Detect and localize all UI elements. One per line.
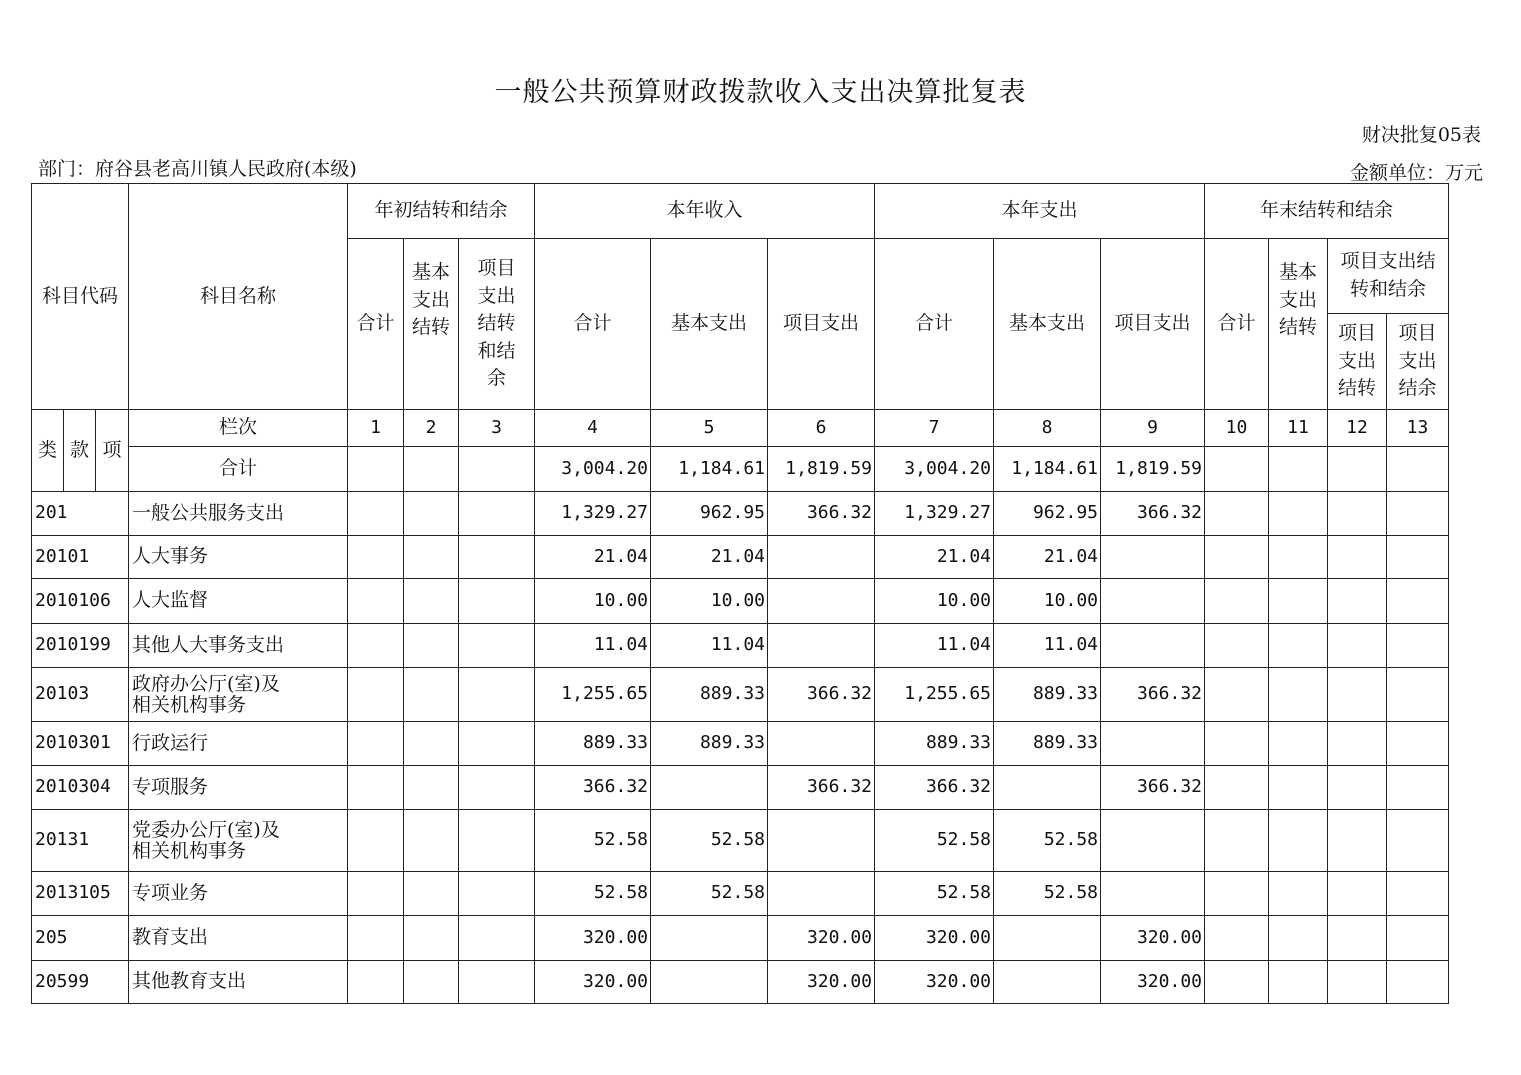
- amount-cell: 962.95: [994, 492, 1101, 536]
- header-end-project-carry: 项目支出结转: [1337, 322, 1376, 400]
- subject-code-cell: 205: [32, 916, 129, 961]
- table-row: [32, 961, 1449, 1004]
- lanci-label: 栏次: [129, 410, 348, 447]
- page-title: 一般公共预算财政拨款收入支出决算批复表: [494, 77, 1027, 108]
- header-subject-name: 科目名称: [129, 184, 348, 410]
- amount-cell: [1269, 961, 1328, 1004]
- subject-code-cell: 2010106: [32, 579, 129, 624]
- amount-cell: 366.32: [535, 766, 651, 810]
- subject-name-cell: 专项服务: [129, 766, 348, 810]
- amount-cell: [348, 536, 404, 579]
- table-row: [32, 810, 1449, 872]
- amount-cell: [1387, 872, 1449, 916]
- amount-cell: [768, 810, 875, 872]
- lanci-cell: 9: [1101, 410, 1205, 447]
- amount-cell: 320.00: [875, 961, 994, 1004]
- amount-cell: [994, 766, 1101, 810]
- amount-cell: 366.32: [768, 668, 875, 722]
- lanci-cell: 12: [1328, 410, 1387, 447]
- total-value-cell: 1,184.61: [651, 447, 768, 492]
- amount-cell: [1269, 766, 1328, 810]
- header-group-begin: 年初结转和结余: [348, 184, 535, 239]
- subject-code-cell: 20599: [32, 961, 129, 1004]
- amount-cell: [459, 624, 535, 668]
- lanci-cell: 1: [348, 410, 404, 447]
- lanci-cell: 7: [875, 410, 994, 447]
- amount-cell: 366.32: [768, 766, 875, 810]
- amount-cell: [1328, 492, 1387, 536]
- amount-cell: [459, 810, 535, 872]
- table-row: [32, 722, 1449, 766]
- amount-cell: [1387, 722, 1449, 766]
- subject-name-line: 党委办公厅(室)及: [132, 818, 280, 841]
- amount-cell: 962.95: [651, 492, 768, 536]
- amount-cell: [651, 766, 768, 810]
- amount-cell: [1387, 579, 1449, 624]
- lanci-cell: 3: [459, 410, 535, 447]
- amount-cell: 11.04: [651, 624, 768, 668]
- amount-cell: 1,255.65: [875, 668, 994, 722]
- amount-cell: [1101, 536, 1205, 579]
- subject-name-cell: 其他人大事务支出: [129, 624, 348, 668]
- amount-cell: [1101, 722, 1205, 766]
- header-group-income: 本年收入: [535, 184, 875, 239]
- amount-cell: 52.58: [994, 810, 1101, 872]
- subject-name-line: 相关机构事务: [132, 839, 247, 862]
- table-row: [32, 492, 1449, 536]
- amount-cell: 366.32: [1101, 668, 1205, 722]
- amount-cell: [348, 810, 404, 872]
- total-value-cell: [1328, 447, 1387, 492]
- amount-cell: 52.58: [535, 872, 651, 916]
- amount-cell: [1269, 916, 1328, 961]
- amount-cell: [1205, 624, 1269, 668]
- amount-cell: [994, 916, 1101, 961]
- amount-cell: [651, 961, 768, 1004]
- total-value-cell: [1387, 447, 1449, 492]
- lanci-cell: 2: [404, 410, 459, 447]
- header-expense-project: 项目支出: [1101, 239, 1205, 410]
- subject-name-cell: 一般公共服务支出: [129, 492, 348, 536]
- amount-cell: [348, 722, 404, 766]
- amount-cell: 52.58: [875, 810, 994, 872]
- amount-cell: [404, 668, 459, 722]
- amount-cell: 320.00: [768, 961, 875, 1004]
- amount-cell: 889.33: [875, 722, 994, 766]
- amount-cell: [1328, 536, 1387, 579]
- amount-unit-label: 金额单位：万元: [1349, 162, 1483, 184]
- lanci-cell: 5: [651, 410, 768, 447]
- amount-cell: 889.33: [994, 668, 1101, 722]
- amount-cell: [348, 766, 404, 810]
- amount-cell: [404, 536, 459, 579]
- amount-cell: [1101, 810, 1205, 872]
- amount-cell: [1387, 916, 1449, 961]
- subject-name-cell: 人大监督: [129, 579, 348, 624]
- header-begin-total: 合计: [348, 239, 404, 410]
- amount-cell: [404, 961, 459, 1004]
- total-value-cell: 1,819.59: [1101, 447, 1205, 492]
- subject-code-cell: 20131: [32, 810, 129, 872]
- amount-cell: [1205, 916, 1269, 961]
- amount-cell: [1387, 624, 1449, 668]
- amount-cell: [1269, 872, 1328, 916]
- table-row: [32, 536, 1449, 579]
- amount-cell: 320.00: [535, 961, 651, 1004]
- form-number: 财决批复05表: [1361, 124, 1481, 146]
- amount-cell: [1328, 668, 1387, 722]
- amount-cell: 52.58: [535, 810, 651, 872]
- department-label: 部门：府谷县老高川镇人民政府(本级): [38, 158, 357, 180]
- header-category-xiang: 项: [96, 410, 129, 492]
- amount-cell: [651, 916, 768, 961]
- header-group-end: 年末结转和结余: [1205, 184, 1449, 239]
- subject-code-cell: 2010301: [32, 722, 129, 766]
- header-income-total: 合计: [535, 239, 651, 410]
- amount-cell: [404, 916, 459, 961]
- subject-name-cell: 行政运行: [129, 722, 348, 766]
- amount-cell: [459, 536, 535, 579]
- lanci-cell: 8: [994, 410, 1101, 447]
- total-value-cell: [459, 447, 535, 492]
- amount-cell: [1205, 536, 1269, 579]
- lanci-cell: 13: [1387, 410, 1449, 447]
- amount-cell: [348, 872, 404, 916]
- header-end-project-balance: 项目支出结余: [1398, 322, 1437, 400]
- amount-cell: [1328, 810, 1387, 872]
- amount-cell: 52.58: [651, 810, 768, 872]
- amount-cell: [1101, 579, 1205, 624]
- amount-cell: [1205, 722, 1269, 766]
- amount-cell: 52.58: [651, 872, 768, 916]
- subject-name-cell: [129, 810, 348, 872]
- total-value-cell: 1,819.59: [768, 447, 875, 492]
- header-category-kuan: 款: [64, 410, 96, 492]
- amount-cell: [1269, 624, 1328, 668]
- amount-cell: [768, 624, 875, 668]
- amount-cell: 11.04: [994, 624, 1101, 668]
- header-income-project: 项目支出: [768, 239, 875, 410]
- header-income-basic: 基本支出: [651, 239, 768, 410]
- amount-cell: 1,329.27: [875, 492, 994, 536]
- total-value-cell: 1,184.61: [994, 447, 1101, 492]
- amount-cell: [1387, 810, 1449, 872]
- amount-cell: [768, 536, 875, 579]
- amount-cell: 1,255.65: [535, 668, 651, 722]
- amount-cell: [1101, 624, 1205, 668]
- amount-cell: [1328, 722, 1387, 766]
- amount-cell: [1205, 579, 1269, 624]
- total-value-cell: [1269, 447, 1328, 492]
- amount-cell: [459, 766, 535, 810]
- amount-cell: 21.04: [535, 536, 651, 579]
- amount-cell: [1387, 961, 1449, 1004]
- amount-cell: 320.00: [875, 916, 994, 961]
- amount-cell: 11.04: [535, 624, 651, 668]
- table-row: [32, 668, 1449, 722]
- amount-cell: [1101, 872, 1205, 916]
- lanci-cell: 10: [1205, 410, 1269, 447]
- header-subject-code: 科目代码: [32, 184, 129, 410]
- amount-cell: [768, 579, 875, 624]
- amount-cell: [459, 668, 535, 722]
- amount-cell: [1328, 624, 1387, 668]
- total-label: 合计: [129, 447, 348, 492]
- amount-cell: [1205, 668, 1269, 722]
- amount-cell: 889.33: [651, 722, 768, 766]
- amount-cell: 320.00: [768, 916, 875, 961]
- subject-code-cell: 20103: [32, 668, 129, 722]
- amount-cell: [404, 766, 459, 810]
- total-value-cell: [1205, 447, 1269, 492]
- header-begin-basic-carry: 基本支出结转: [411, 261, 450, 339]
- lanci-cell: 4: [535, 410, 651, 447]
- header-category-lei: 类: [32, 410, 64, 492]
- amount-cell: [1269, 810, 1328, 872]
- amount-cell: [1205, 961, 1269, 1004]
- amount-cell: [1387, 536, 1449, 579]
- header-begin-project-carry-balance: 项目支出结转和结余: [477, 257, 516, 390]
- amount-cell: [1328, 916, 1387, 961]
- subject-name-cell: [129, 668, 348, 722]
- amount-cell: [404, 810, 459, 872]
- amount-cell: 320.00: [1101, 916, 1205, 961]
- header-end-project-carry-balance: 项目支出结转和结余: [1340, 250, 1436, 300]
- amount-cell: [1387, 668, 1449, 722]
- amount-cell: [768, 722, 875, 766]
- header-end-total: 合计: [1205, 239, 1269, 410]
- amount-cell: [1328, 961, 1387, 1004]
- amount-cell: [1328, 579, 1387, 624]
- amount-cell: [1269, 722, 1328, 766]
- amount-cell: [1205, 766, 1269, 810]
- amount-cell: [459, 722, 535, 766]
- subject-name-cell: 人大事务: [129, 536, 348, 579]
- table-row: [32, 579, 1449, 624]
- amount-cell: [1328, 872, 1387, 916]
- amount-cell: [348, 579, 404, 624]
- amount-cell: [1387, 766, 1449, 810]
- amount-cell: [348, 961, 404, 1004]
- amount-cell: 52.58: [994, 872, 1101, 916]
- amount-cell: [348, 668, 404, 722]
- header-expense-basic: 基本支出: [994, 239, 1101, 410]
- subject-name-cell: 其他教育支出: [129, 961, 348, 1004]
- amount-cell: 21.04: [651, 536, 768, 579]
- amount-cell: [459, 916, 535, 961]
- amount-cell: [404, 579, 459, 624]
- amount-cell: [348, 916, 404, 961]
- amount-cell: 10.00: [875, 579, 994, 624]
- table-row: [32, 916, 1449, 961]
- total-value-cell: 3,004.20: [535, 447, 651, 492]
- amount-cell: [1387, 492, 1449, 536]
- lanci-cell: 6: [768, 410, 875, 447]
- total-value-cell: [404, 447, 459, 492]
- amount-cell: 889.33: [535, 722, 651, 766]
- subject-code-cell: 201: [32, 492, 129, 536]
- amount-cell: 889.33: [651, 668, 768, 722]
- amount-cell: 1,329.27: [535, 492, 651, 536]
- table-row: [32, 872, 1449, 916]
- table-row: [32, 624, 1449, 668]
- subject-code-cell: 2010304: [32, 766, 129, 810]
- amount-cell: 52.58: [875, 872, 994, 916]
- subject-name-line: 相关机构事务: [132, 693, 247, 716]
- subject-name-cell: 教育支出: [129, 916, 348, 961]
- amount-cell: 366.32: [1101, 492, 1205, 536]
- table-row: [32, 766, 1449, 810]
- amount-cell: [1269, 668, 1328, 722]
- amount-cell: [348, 624, 404, 668]
- amount-cell: 320.00: [535, 916, 651, 961]
- amount-cell: [1205, 810, 1269, 872]
- subject-name-cell: 专项业务: [129, 872, 348, 916]
- amount-cell: [404, 872, 459, 916]
- amount-cell: 21.04: [994, 536, 1101, 579]
- amount-cell: 366.32: [875, 766, 994, 810]
- amount-cell: [404, 722, 459, 766]
- amount-cell: 366.32: [1101, 766, 1205, 810]
- amount-cell: 320.00: [1101, 961, 1205, 1004]
- header-group-expense: 本年支出: [875, 184, 1205, 239]
- budget-table: [31, 183, 1449, 1004]
- subject-code-cell: 2013105: [32, 872, 129, 916]
- amount-cell: [404, 624, 459, 668]
- subject-code-cell: 2010199: [32, 624, 129, 668]
- amount-cell: 10.00: [535, 579, 651, 624]
- total-value-cell: [348, 447, 404, 492]
- header-expense-total: 合计: [875, 239, 994, 410]
- amount-cell: [404, 492, 459, 536]
- amount-cell: [348, 492, 404, 536]
- amount-cell: [1269, 536, 1328, 579]
- amount-cell: [994, 961, 1101, 1004]
- subject-code-cell: 20101: [32, 536, 129, 579]
- amount-cell: [768, 872, 875, 916]
- total-value-cell: 3,004.20: [875, 447, 994, 492]
- amount-cell: [1328, 766, 1387, 810]
- lanci-cell: 11: [1269, 410, 1328, 447]
- amount-cell: [459, 492, 535, 536]
- amount-cell: 11.04: [875, 624, 994, 668]
- amount-cell: [459, 961, 535, 1004]
- amount-cell: [1205, 872, 1269, 916]
- amount-cell: [1269, 579, 1328, 624]
- amount-cell: 889.33: [994, 722, 1101, 766]
- amount-cell: [459, 579, 535, 624]
- amount-cell: [1205, 492, 1269, 536]
- header-end-basic-carry: 基本支出结转: [1278, 261, 1317, 339]
- amount-cell: 10.00: [994, 579, 1101, 624]
- amount-cell: [459, 872, 535, 916]
- subject-name-line: 政府办公厅(室)及: [132, 672, 280, 695]
- amount-cell: [1269, 492, 1328, 536]
- amount-cell: 10.00: [651, 579, 768, 624]
- amount-cell: 21.04: [875, 536, 994, 579]
- amount-cell: 366.32: [768, 492, 875, 536]
